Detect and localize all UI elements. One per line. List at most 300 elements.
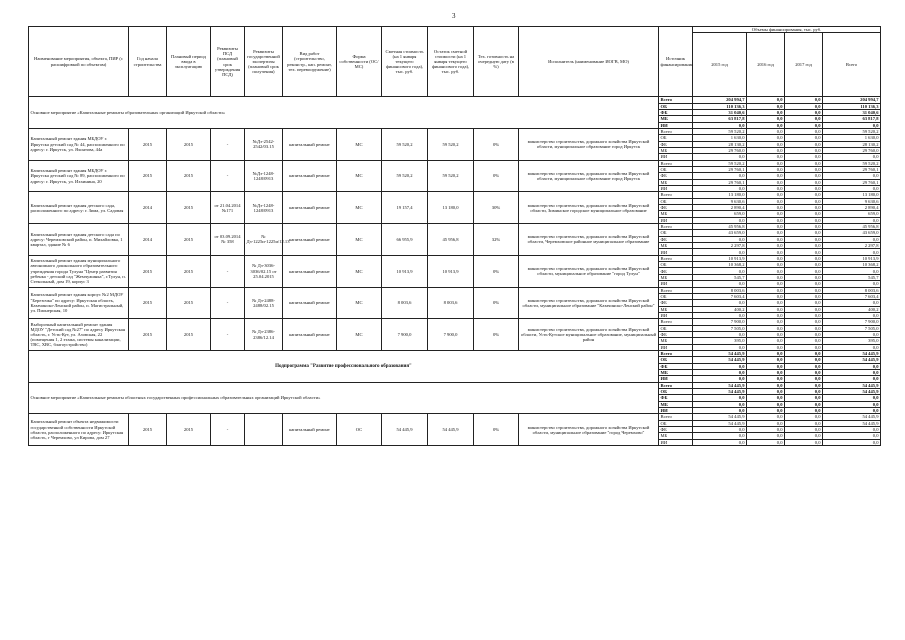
value-2017: 0,0 [785, 179, 823, 185]
value-2016: 0,0 [747, 217, 785, 223]
object-name: Капитальный ремонт здания МБДОУ г. Иркутска детский сад № 89, расположенного по адресу: г. Иркутск, ул. Иххинина, 20 [29, 160, 129, 192]
value-2015: 8 003,6 [693, 287, 747, 293]
value-2015: 0,0 [693, 331, 747, 337]
value-2017: 0,0 [785, 439, 823, 445]
value-2015: 54 445,9 [693, 357, 747, 363]
value-2017: 0,0 [785, 198, 823, 204]
remaining-cost: 13 180,0 [428, 192, 474, 224]
executor: министерство строительства, дорожного хозяйства Иркутской области, Усть-Кутское муниципальное образование, муниципальный район [519, 319, 659, 351]
value-2017: 0,0 [785, 420, 823, 426]
value-total: 659,0 [823, 211, 881, 217]
value-2017: 0,0 [785, 414, 823, 420]
source-label: ФБ [659, 268, 693, 274]
expertise-details: № Дз-1225и-1225и/12.13 [245, 224, 283, 256]
value-2015: 2 297,8 [693, 243, 747, 249]
value-total: 31 040,6 [823, 109, 881, 115]
section-title: Основное мероприятие «Капитальные ремонты областных государственных профессиональных образовательных организаций Иркутской области» [29, 382, 659, 414]
value-2017: 0,0 [785, 408, 823, 414]
ownership: МС [337, 160, 382, 192]
value-2017: 0,0 [785, 128, 823, 134]
value-2017: 0,0 [785, 249, 823, 255]
source-label: Всего [659, 97, 693, 103]
start-year: 2015 [129, 160, 167, 192]
value-2015: 54 445,9 [693, 420, 747, 426]
value-2016: 0,0 [747, 439, 785, 445]
source-label: ИИ [659, 122, 693, 128]
source-label: ОБ [659, 135, 693, 141]
commission-year: 2015 [167, 160, 211, 192]
remaining-cost: 7 900,0 [428, 319, 474, 351]
ownership: МС [337, 319, 382, 351]
source-label: ИИ [659, 408, 693, 414]
remaining-cost: 45 956,8 [428, 224, 474, 256]
value-2016: 0,0 [747, 224, 785, 230]
object-name: Выборочный капитальный ремонт здания МДОУ "Детский сад №27" по адресу Иркутская область, г. Усть-Кут, ул. Азовская, 22 (помещения 1, 2 этажа, системы канализации, ТВС, ХВС, благоустройство) [29, 319, 129, 351]
col-ownership-header: Форма собственности (ОС/МС) [337, 27, 382, 97]
value-2017: 0,0 [785, 401, 823, 407]
value-total: 59 520,2 [823, 128, 881, 134]
value-2017: 0,0 [785, 154, 823, 160]
commission-year: 2015 [167, 255, 211, 287]
start-year: 2015 [129, 414, 167, 446]
expertise-details: № Дз-3036-3036/02.15 от 25.04.2015 [245, 255, 283, 287]
value-2016: 0,0 [747, 274, 785, 280]
value-2015: 7 603,4 [693, 293, 747, 299]
ownership: МС [337, 192, 382, 224]
value-2016: 0,0 [747, 427, 785, 433]
value-2015: 0,0 [693, 427, 747, 433]
col-psd-header: Реквизиты ПСД (плановый срок утверждения ПСД) [211, 27, 245, 97]
value-2016: 0,0 [747, 389, 785, 395]
value-total: 29 760,1 [823, 179, 881, 185]
col-cost-header: Сметная стоимость (на 1 января текущего финансового года), тыс. руб. [382, 27, 428, 97]
value-2017: 0,0 [785, 287, 823, 293]
value-2017: 0,0 [785, 255, 823, 261]
value-2017: 0,0 [785, 331, 823, 337]
value-2017: 0,0 [785, 312, 823, 318]
col-rest-header: Остаток сметной стоимости (на 1 января текущего финансового года), тыс. руб. [428, 27, 474, 97]
value-2017: 0,0 [785, 338, 823, 344]
value-total: 54 445,9 [823, 382, 881, 388]
source-label: ФБ [659, 109, 693, 115]
value-2017: 0,0 [785, 116, 823, 122]
value-2016: 0,0 [747, 211, 785, 217]
commission-year: 2015 [167, 414, 211, 446]
work-kind: капитальный ремонт [283, 319, 337, 351]
expertise-details [245, 414, 283, 446]
source-label: ИИ [659, 249, 693, 255]
estimated-cost: 19 157,4 [382, 192, 428, 224]
start-year: 2014 [129, 224, 167, 256]
value-2017: 0,0 [785, 147, 823, 153]
source-label: ОБ [659, 357, 693, 363]
value-2017: 0,0 [785, 109, 823, 115]
value-2016: 0,0 [747, 198, 785, 204]
value-2015: 545,7 [693, 274, 747, 280]
page-number: 3 [452, 12, 456, 20]
expertise-details: №Дз-1248-1248/0913 [245, 160, 283, 192]
value-2016: 0,0 [747, 205, 785, 211]
value-2015: 54 445,9 [693, 382, 747, 388]
value-2017: 0,0 [785, 243, 823, 249]
value-2015: 0,0 [693, 363, 747, 369]
value-total: 0,0 [823, 236, 881, 242]
value-2016: 0,0 [747, 230, 785, 236]
source-label: ФБ [659, 331, 693, 337]
remaining-cost: 59 520,2 [428, 160, 474, 192]
value-2015: 0,0 [693, 439, 747, 445]
psd-details: от 03.09.2014 № 358 [211, 224, 245, 256]
source-label: ФБ [659, 427, 693, 433]
value-2015: 1 630,0 [693, 135, 747, 141]
value-2015: 63 817,8 [693, 116, 747, 122]
readiness: 0% [474, 255, 519, 287]
value-2016: 0,0 [747, 382, 785, 388]
value-2016: 0,0 [747, 236, 785, 242]
value-2017: 0,0 [785, 166, 823, 172]
year-2015-header: 2015 год [693, 33, 747, 97]
object-name: Капитальный ремонт здания детского сада по адресу: Черемховский район, п. Михайловка, 1 квартал, здание № 6 [29, 224, 129, 256]
source-label: ИИ [659, 154, 693, 160]
value-2017: 0,0 [785, 211, 823, 217]
value-2016: 0,0 [747, 97, 785, 103]
value-2017: 0,0 [785, 274, 823, 280]
value-2015: 0,0 [693, 236, 747, 242]
value-2017: 0,0 [785, 389, 823, 395]
value-2016: 0,0 [747, 116, 785, 122]
value-2015: 110 136,3 [693, 103, 747, 109]
expertise-details: №Дз-2542-2542/03.15 [245, 128, 283, 160]
value-2017: 0,0 [785, 122, 823, 128]
col-executor-header: Исполнитель (наименование ИОГВ, МО) [519, 27, 659, 97]
source-label: Всего [659, 287, 693, 293]
value-2017: 0,0 [785, 357, 823, 363]
value-2017: 0,0 [785, 173, 823, 179]
value-total: 0,0 [823, 300, 881, 306]
commission-year: 2015 [167, 224, 211, 256]
executor: министерство строительства, дорожного хозяйства Иркутской области, Черемховское районное муниципальное образование [519, 224, 659, 256]
remaining-cost: 8 003,6 [428, 287, 474, 319]
value-2016: 0,0 [747, 243, 785, 249]
value-2015: 7 900,0 [693, 319, 747, 325]
value-2016: 0,0 [747, 312, 785, 318]
executor: министерство строительства, дорожного хозяйства Иркутской области, муниципальное образование город Иркутск [519, 128, 659, 160]
start-year: 2015 [129, 255, 167, 287]
source-label: ОБ [659, 293, 693, 299]
value-2017: 0,0 [785, 319, 823, 325]
value-2016: 0,0 [747, 173, 785, 179]
psd-details: - [211, 319, 245, 351]
ownership: МС [337, 287, 382, 319]
value-2015: 31 040,6 [693, 109, 747, 115]
value-total: 110 136,3 [823, 103, 881, 109]
value-2016: 0,0 [747, 325, 785, 331]
expertise-details: №Дз-1248-1248/0913 [245, 192, 283, 224]
source-label: Всего [659, 224, 693, 230]
value-2015: 0,0 [693, 173, 747, 179]
value-2016: 0,0 [747, 154, 785, 160]
value-2015: 0,0 [693, 186, 747, 192]
value-total: 59 520,2 [823, 160, 881, 166]
value-2017: 0,0 [785, 427, 823, 433]
value-total: 0,0 [823, 312, 881, 318]
value-2015: 0,0 [693, 217, 747, 223]
commission-year: 2015 [167, 287, 211, 319]
work-kind: капитальный ремонт [283, 224, 337, 256]
source-label: ОБ [659, 262, 693, 268]
value-2016: 0,0 [747, 262, 785, 268]
source-label: МБ [659, 401, 693, 407]
value-2016: 0,0 [747, 293, 785, 299]
executor: министерство строительства, дорожного хозяйства Иркутской области, муниципальное образование "Казачинско-Ленский район" [519, 287, 659, 319]
value-2015: 0,0 [693, 376, 747, 382]
value-2017: 0,0 [785, 103, 823, 109]
executor: министерство строительства, дорожного хозяйства Иркутской области, муниципальное образование "город Черемхово" [519, 414, 659, 446]
value-2015: 395,0 [693, 338, 747, 344]
expertise-details: № Дз-2386-2386/12.14 [245, 319, 283, 351]
source-label: Всего [659, 382, 693, 388]
work-kind: капитальный ремонт [283, 414, 337, 446]
value-total: 54 445,9 [823, 420, 881, 426]
value-2016: 0,0 [747, 306, 785, 312]
source-label: ИИ [659, 439, 693, 445]
value-2015: 0,0 [693, 395, 747, 401]
estimated-cost: 54 445,9 [382, 414, 428, 446]
value-total: 0,0 [823, 439, 881, 445]
value-2016: 0,0 [747, 192, 785, 198]
psd-details: - [211, 255, 245, 287]
value-total: 10 368,2 [823, 262, 881, 268]
value-2015: 10 913,9 [693, 255, 747, 261]
estimated-cost: 7 900,0 [382, 319, 428, 351]
source-label: ОБ [659, 389, 693, 395]
value-2017: 0,0 [785, 293, 823, 299]
value-total: 0,0 [823, 281, 881, 287]
value-2016: 0,0 [747, 249, 785, 255]
source-label: ФБ [659, 173, 693, 179]
source-label: Всего [659, 192, 693, 198]
value-2017: 0,0 [785, 369, 823, 375]
value-2016: 0,0 [747, 420, 785, 426]
value-2016: 0,0 [747, 103, 785, 109]
value-2016: 0,0 [747, 395, 785, 401]
value-total: 0,0 [823, 122, 881, 128]
year-2017-header: 2017 год [785, 33, 823, 97]
value-2015: 0,0 [693, 401, 747, 407]
value-2015: 0,0 [693, 312, 747, 318]
work-kind: капитальный ремонт [283, 160, 337, 192]
value-2017: 0,0 [785, 395, 823, 401]
value-total: 0,0 [823, 408, 881, 414]
psd-details: - [211, 160, 245, 192]
col-readiness-header: Тех. готовность на очередную дату (в %) [474, 27, 519, 97]
value-2016: 0,0 [747, 357, 785, 363]
value-2017: 0,0 [785, 382, 823, 388]
value-2016: 0,0 [747, 186, 785, 192]
value-2017: 0,0 [785, 236, 823, 242]
value-2015: 54 445,9 [693, 389, 747, 395]
value-total: 54 445,9 [823, 357, 881, 363]
value-2017: 0,0 [785, 224, 823, 230]
value-2015: 28 130,2 [693, 141, 747, 147]
value-2016: 0,0 [747, 287, 785, 293]
value-total: 54 445,9 [823, 350, 881, 356]
value-2017: 0,0 [785, 186, 823, 192]
value-2017: 0,0 [785, 160, 823, 166]
value-2017: 0,0 [785, 350, 823, 356]
source-label: ИИ [659, 281, 693, 287]
value-2017: 0,0 [785, 281, 823, 287]
expertise-details: № Дз-2488-2488/02.15 [245, 287, 283, 319]
readiness: 0% [474, 128, 519, 160]
value-2017: 0,0 [785, 325, 823, 331]
subprogram-title: Подпрограмма "Развитие профессионального образования" [29, 350, 659, 382]
value-2015: 0,0 [693, 249, 747, 255]
executor: министерство строительства, дорожного хозяйства Иркутской области, Зиминское городское муниципальное образование [519, 192, 659, 224]
psd-details: от 21.04.2014 №171 [211, 192, 245, 224]
value-total: 7 603,4 [823, 293, 881, 299]
value-total: 29 760,0 [823, 147, 881, 153]
value-total: 2 297,8 [823, 243, 881, 249]
source-label: Всего [659, 255, 693, 261]
value-total: 0,0 [823, 427, 881, 433]
value-total: 10 913,9 [823, 255, 881, 261]
section-title: Основное мероприятие «Капитальные ремонты образовательных организаций Иркутской области» [29, 97, 659, 129]
source-label: МБ [659, 116, 693, 122]
ownership: МС [337, 128, 382, 160]
estimated-cost: 59 520,2 [382, 160, 428, 192]
value-total: 0,0 [823, 344, 881, 350]
value-total: 545,7 [823, 274, 881, 280]
value-2016: 0,0 [747, 128, 785, 134]
object-name: Капитальный ремонт здания муниципального автономного дошкольного образовательного учреждения города Тулуна "Центр развития ребенка - детский сад "Жемчужинка", г.Тулун, п. Стекольный, дом 19, корпус 3 [29, 255, 129, 287]
value-2017: 0,0 [785, 97, 823, 103]
value-total: 13 180,0 [823, 192, 881, 198]
object-name: Капитальный ремонт здания МБДОУ г. Иркутска детский сад № 44, расположенного по адресу: г. Иркутск, ул. Яхонтова, 44а [29, 128, 129, 160]
value-2016: 0,0 [747, 363, 785, 369]
source-label: ИИ [659, 344, 693, 350]
ownership: ОС [337, 414, 382, 446]
value-total: 0,0 [823, 369, 881, 375]
work-kind: капитальный ремонт [283, 287, 337, 319]
value-total: 45 956,8 [823, 224, 881, 230]
value-total: 0,0 [823, 331, 881, 337]
value-2015: 0,0 [693, 433, 747, 439]
value-total: 63 817,8 [823, 116, 881, 122]
value-2017: 0,0 [785, 192, 823, 198]
value-total: 400,2 [823, 306, 881, 312]
start-year: 2015 [129, 128, 167, 160]
source-label: МБ [659, 433, 693, 439]
value-2017: 0,0 [785, 230, 823, 236]
source-label: МБ [659, 274, 693, 280]
source-label: Всего [659, 414, 693, 420]
value-2015: 659,0 [693, 211, 747, 217]
value-2016: 0,0 [747, 338, 785, 344]
value-2015: 0,0 [693, 122, 747, 128]
psd-details: - [211, 128, 245, 160]
value-2015: 7 505,0 [693, 325, 747, 331]
start-year: 2015 [129, 319, 167, 351]
year-2016-header: 2016 год [747, 33, 785, 97]
value-2015: 0,0 [693, 408, 747, 414]
value-total: 0,0 [823, 376, 881, 382]
readiness: 0% [474, 287, 519, 319]
source-label: ИИ [659, 312, 693, 318]
value-2015: 0,0 [693, 344, 747, 350]
value-2016: 0,0 [747, 179, 785, 185]
source-label: ФБ [659, 236, 693, 242]
value-2015: 0,0 [693, 300, 747, 306]
value-total: 0,0 [823, 433, 881, 439]
value-total: 28 130,2 [823, 141, 881, 147]
value-2015: 29 760,1 [693, 166, 747, 172]
value-2017: 0,0 [785, 268, 823, 274]
value-total: 0,0 [823, 249, 881, 255]
value-total: 0,0 [823, 217, 881, 223]
work-kind: капитальный ремонт [283, 255, 337, 287]
value-2016: 0,0 [747, 166, 785, 172]
source-label: Всего [659, 160, 693, 166]
value-total: 7 505,0 [823, 325, 881, 331]
estimated-cost: 66 955,9 [382, 224, 428, 256]
source-label: ФБ [659, 141, 693, 147]
value-2015: 0,0 [693, 281, 747, 287]
value-total: 0,0 [823, 154, 881, 160]
source-label: МБ [659, 306, 693, 312]
source-label: МБ [659, 338, 693, 344]
value-2017: 0,0 [785, 344, 823, 350]
value-2015: 43 659,0 [693, 230, 747, 236]
value-total: 0,0 [823, 268, 881, 274]
source-label: Всего [659, 319, 693, 325]
value-2016: 0,0 [747, 369, 785, 375]
col-kind-header: Вид работ (строительство, реконстр., кап. ремонт, тех. перевооружение) [283, 27, 337, 97]
value-2017: 0,0 [785, 433, 823, 439]
source-label: МБ [659, 369, 693, 375]
col-start-header: Год начала строительства [129, 27, 167, 97]
value-total: 204 994,7 [823, 97, 881, 103]
value-2016: 0,0 [747, 344, 785, 350]
value-2015: 29 760,0 [693, 147, 747, 153]
value-total: 2 890,4 [823, 205, 881, 211]
value-2016: 0,0 [747, 160, 785, 166]
value-2017: 0,0 [785, 217, 823, 223]
value-total: 54 445,9 [823, 414, 881, 420]
value-2016: 0,0 [747, 122, 785, 128]
value-2016: 0,0 [747, 414, 785, 420]
estimated-cost: 10 913,9 [382, 255, 428, 287]
value-2015: 29 760,1 [693, 179, 747, 185]
value-2015: 59 520,2 [693, 160, 747, 166]
value-2016: 0,0 [747, 408, 785, 414]
work-kind: капитальный ремонт [283, 192, 337, 224]
value-2016: 0,0 [747, 300, 785, 306]
value-2015: 0,0 [693, 369, 747, 375]
value-total: 29 760,1 [823, 166, 881, 172]
readiness: 0% [474, 160, 519, 192]
value-2016: 0,0 [747, 331, 785, 337]
value-2015: 54 445,9 [693, 414, 747, 420]
object-name: Капитальный ремонт здания корпус №2 МДОУ "Березочка" по адресу: Иркутская область, Казачинско-Ленский район, п. Магистральный, ул. Пионерская, 10 [29, 287, 129, 319]
commission-year: 2015 [167, 128, 211, 160]
readiness: 30% [474, 192, 519, 224]
value-2015: 59 520,2 [693, 128, 747, 134]
value-2016: 0,0 [747, 281, 785, 287]
col-expertise-header: Реквизиты государственной экспертизы (плановый срок получения) [245, 27, 283, 97]
value-2017: 0,0 [785, 205, 823, 211]
source-label: Всего [659, 128, 693, 134]
